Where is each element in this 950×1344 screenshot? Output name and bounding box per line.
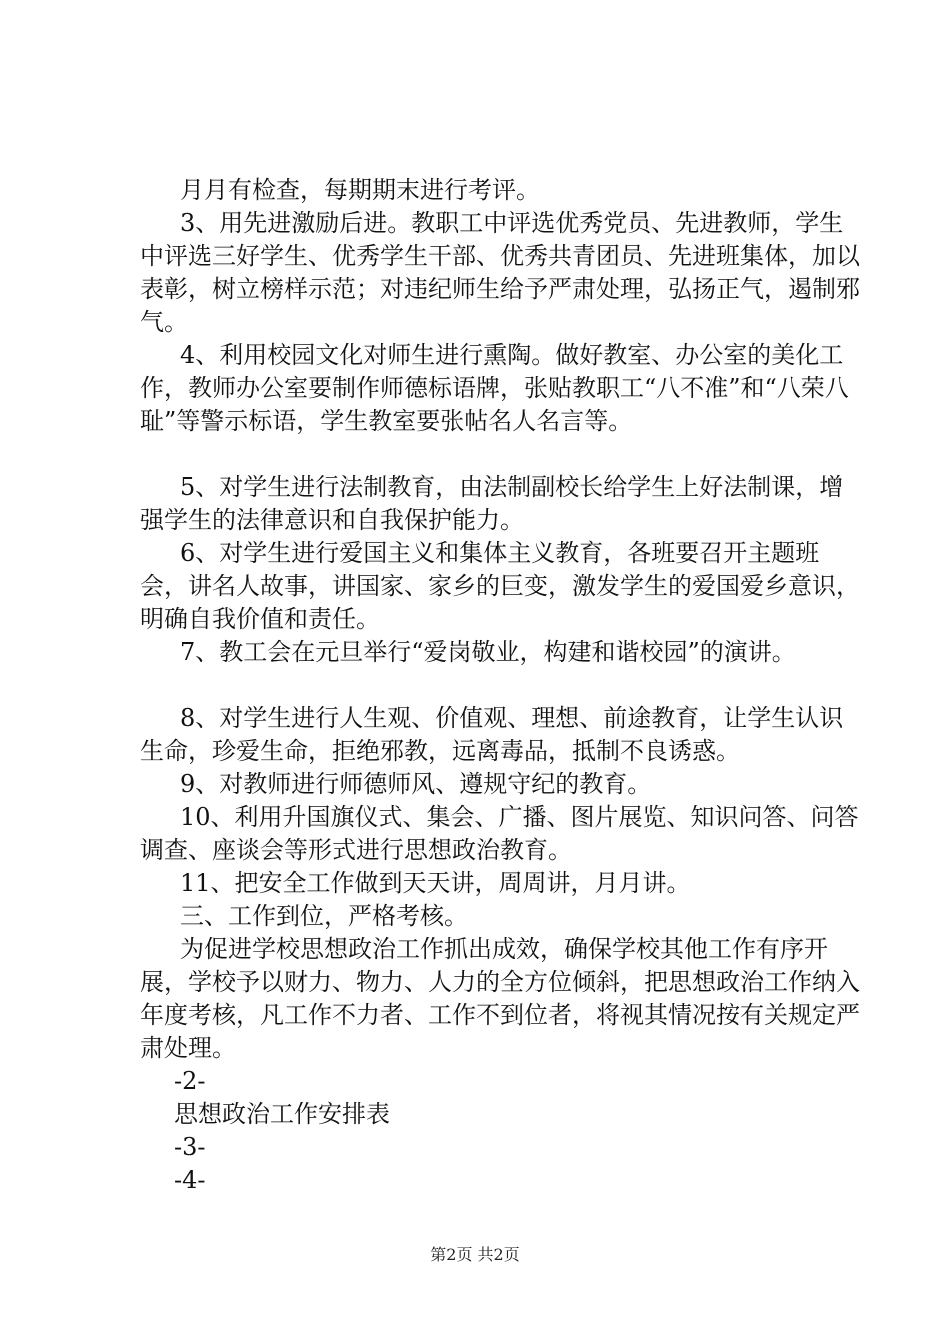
paragraph: 4、利用校园文化对师生进行熏陶。做好教室、办公室的美化工作，教师办公室要制作师德标语牌，张贴教职工“八不准”和“八荣八耻”等警示标语，学生教室要张帖名人名言等。 [140,341,849,435]
page-marker: -2- [174,1067,206,1095]
page-marker: -3- [174,1133,206,1161]
document-body [140,174,860,1197]
paragraph: 9、对教师进行师德师风、遵规守纪的教育。 [180,770,652,798]
paragraph: 为促进学校思想政治工作抓出成效，确保学校其他工作有序开展，学校予以财力、物力、人力的全方位倾斜，把思想政治工作纳入年度考核，凡工作不力者、工作不到位者，将视其情况按有关规定严肃处理。 [140,935,860,1062]
paragraph: 7、教工会在元旦举行“爱岗敬业，构建和谐校园”的演讲。 [180,638,796,666]
paragraph: 3、用先进激励后进。教职工中评选优秀党员、先进教师，学生中评选三好学生、优秀学生干部、优秀共青团员、先进班集体，加以表彰，树立榜样示范；对违纪师生给予严肃处理，弘扬正气，遏制邪气。 [140,209,860,336]
paragraph: 5、对学生进行法制教育，由法制副校长给学生上好法制课，增强学生的法律意识和自我保护能力。 [140,473,844,534]
table-title: 思想政治工作安排表 [174,1100,390,1128]
page-marker: -4- [174,1166,206,1194]
paragraph: 6、对学生进行爱国主义和集体主义教育，各班要召开主题班会，讲名人故事，讲国家、家乡的巨变，激发学生的爱国爱乡意识，明确自我价值和责任。 [140,539,860,633]
page-footer: 第2页 共2页 [430,1245,520,1264]
paragraph: 11、把安全工作做到天天讲，周周讲，月月讲。 [180,869,691,897]
section-heading: 三、工作到位，严格考核。 [180,902,468,930]
paragraph: 10、利用升国旗仪式、集会、广播、图片展览、知识问答、问答调查、座谈会等形式进行思想政治教育。 [140,803,859,864]
paragraph: 8、对学生进行人生观、价值观、理想、前途教育，让学生认识生命，珍爱生命，拒绝邪教，远离毒品，抵制不良诱惑。 [140,704,844,765]
paragraph: 月月有检查，每期期末进行考评。 [180,176,540,204]
